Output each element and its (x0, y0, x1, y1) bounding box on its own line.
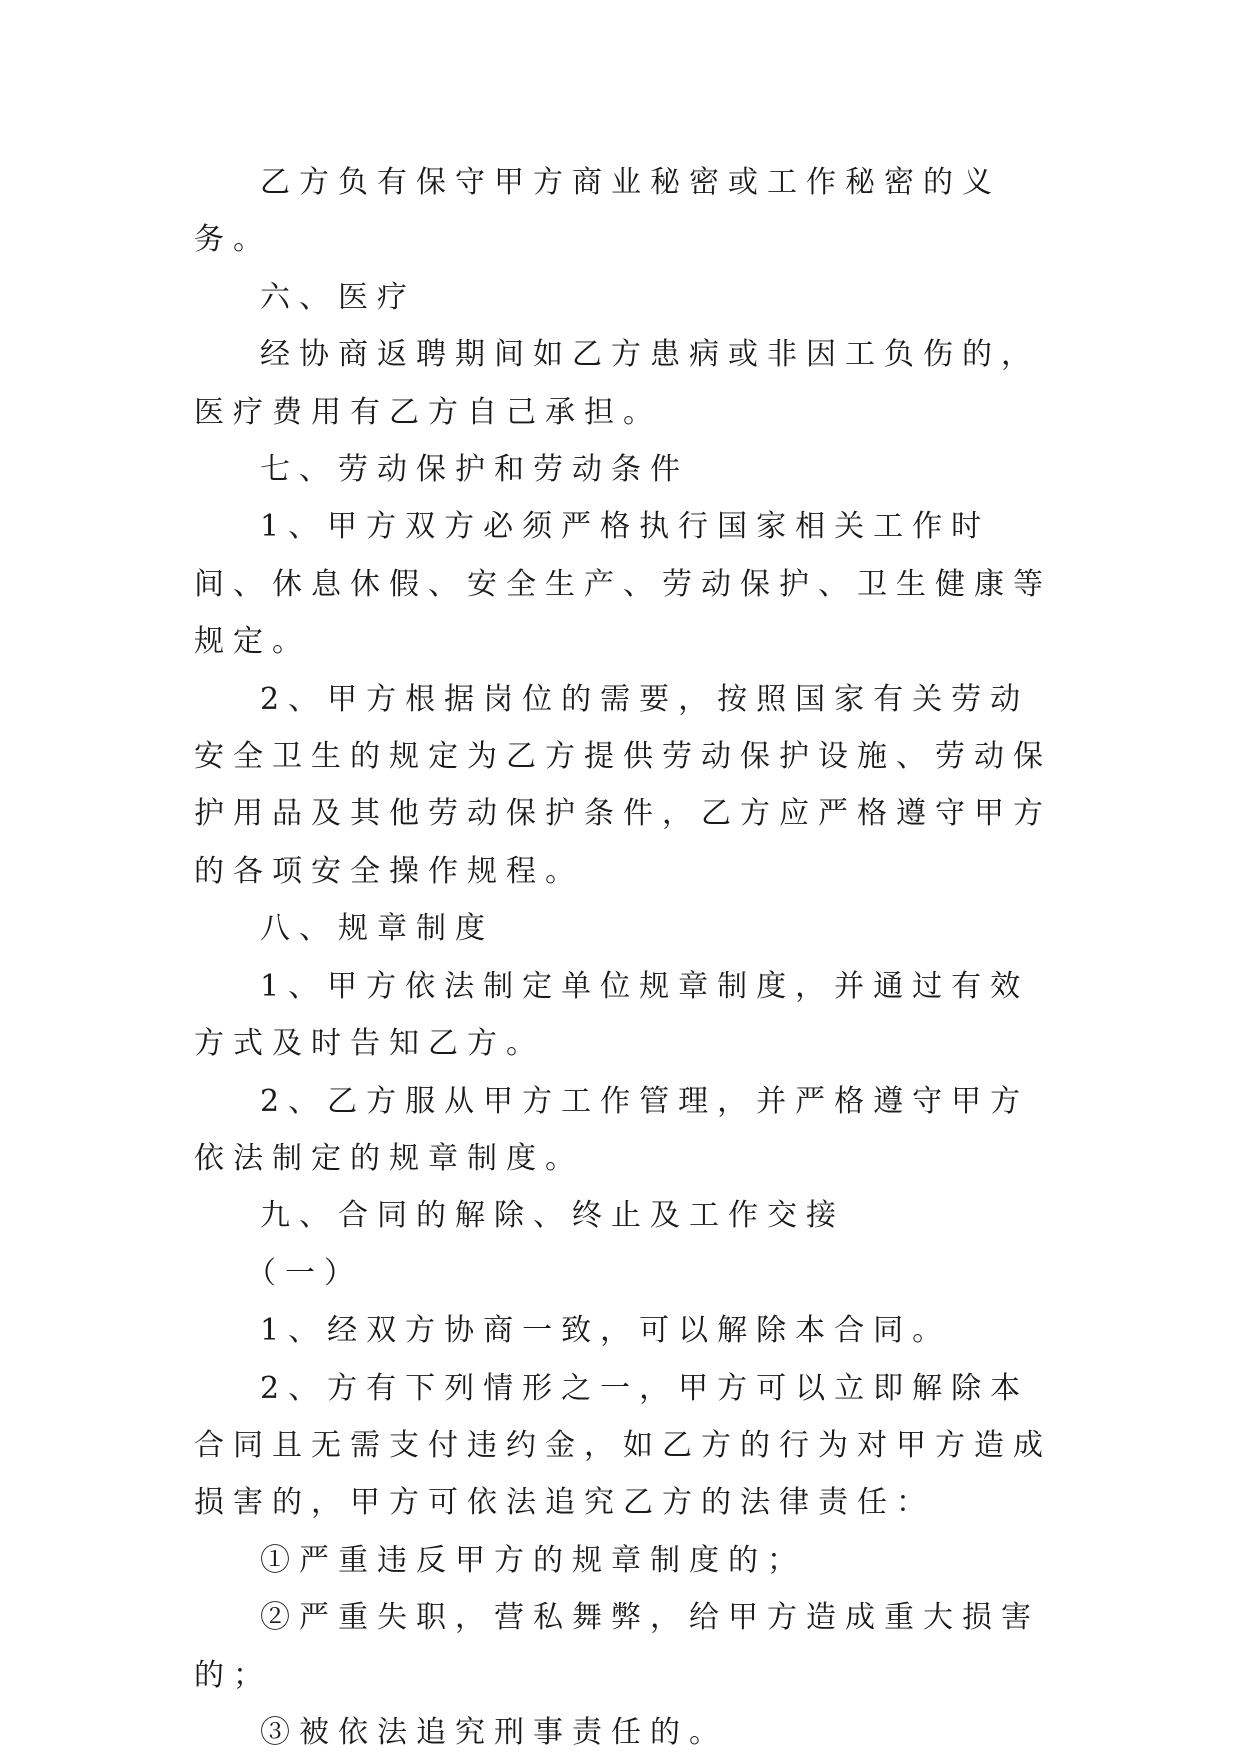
heading-labor-protection: 七、劳动保护和劳动条件 (260, 452, 689, 488)
paragraph-termination-2: 2、方有下列情形之一，甲方可以立即解除本合同且无需支付违约金，如乙方的行为对甲方造成损害的，甲方可依法追究乙方的法律责任： (194, 1370, 1052, 1521)
paragraph-medical-expenses: 经协商返聘期间如乙方患病或非因工负伤的，医疗费用有乙方自己承担。 (194, 337, 1040, 430)
document-body (194, 154, 1054, 1761)
heading-rules: 八、规章制度 (260, 911, 494, 947)
list-item-violation-1: ①严重违反甲方的规章制度的； (260, 1542, 806, 1578)
heading-termination: 九、合同的解除、终止及工作交接 (260, 1198, 845, 1234)
paragraph-labor-protection-2: 2、甲方根据岗位的需要，按照国家有关劳动安全卫生的规定为乙方提供劳动保护设施、劳动保护用品及其他劳动保护条件，乙方应严格遵守甲方的各项安全操作规程。 (194, 681, 1052, 889)
paragraph-confidentiality: 乙方负有保守甲方商业秘密或工作秘密的义务。 (194, 165, 1001, 258)
paragraph-rules-1: 1、甲方依法制定单位规章制度，并通过有效方式及时告知乙方。 (194, 968, 1030, 1062)
list-item-violation-3: ③被依法追究刑事责任的。 (260, 1714, 728, 1750)
paragraph-termination-1: 1、经双方协商一致，可以解除本合同。 (260, 1313, 952, 1349)
paragraph-rules-2: 2、乙方服从甲方工作管理，并严格遵守甲方依法制定的规章制度。 (194, 1083, 1030, 1176)
subheading-termination-1: （一） (246, 1255, 363, 1291)
paragraph-labor-protection-1: 1、甲方双方必须严格执行国家相关工作时间、休息休假、安全生产、劳动保护、卫生健康等规定。 (194, 509, 1052, 660)
list-item-violation-2: ②严重失职，营私舞弊，给甲方造成重大损害的； (194, 1600, 1040, 1693)
heading-medical: 六、医疗 (260, 279, 416, 315)
